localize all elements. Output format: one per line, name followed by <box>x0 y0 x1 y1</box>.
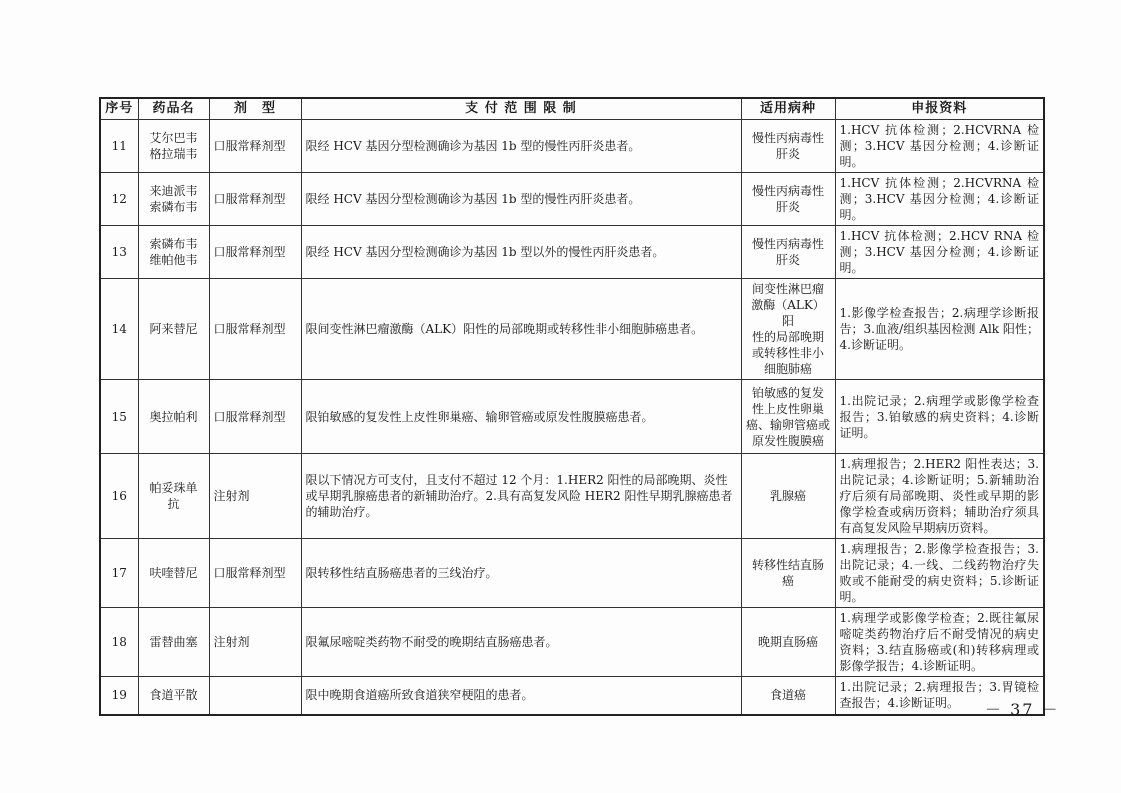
required-documents: 1.病理学或影像学检查；2.既往氟尿嘧啶类药物治疗后不耐受情况的病史资料；3.结直肠癌或(和)转移病理或影像学报告；4.诊断证明。 <box>835 608 1044 677</box>
dosage-form: 注射剂 <box>209 454 301 539</box>
applicable-disease: 慢性丙病毒性 肝炎 <box>741 173 835 226</box>
row-number: 17 <box>100 539 138 608</box>
dosage-form: 注射剂 <box>209 608 301 677</box>
dosage-form: 口服常释剂型 <box>209 380 301 454</box>
drug-payment-table-sheet <box>99 97 1043 716</box>
applicable-disease: 食道癌 <box>741 677 835 715</box>
required-documents: 1.HCV 抗体检测；2.HCVRNA 检测；3.HCV 基因分检测；4.诊断证明。 <box>835 120 1044 173</box>
table-header-row <box>100 98 1044 120</box>
drug-name: 来迪派韦 索磷布韦 <box>138 173 209 226</box>
table-row <box>100 380 1044 454</box>
table-row <box>100 173 1044 226</box>
payment-scope: 限中晚期食道癌所致食道狭窄梗阻的患者。 <box>301 677 741 715</box>
header-documents: 申报资料 <box>835 98 1044 120</box>
header-no: 序号 <box>100 98 138 120</box>
table-row <box>100 677 1044 715</box>
drug-name: 食道平散 <box>138 677 209 715</box>
payment-scope: 限间变性淋巴瘤激酶（ALK）阳性的局部晚期或转移性非小细胞肺癌患者。 <box>301 279 741 380</box>
table-row <box>100 539 1044 608</box>
required-documents: 1.影像学检查报告；2.病理学诊断报告；3.血液/组织基因检测 Alk 阳性；4.诊断证明。 <box>835 279 1044 380</box>
payment-scope: 限氟尿嘧啶类药物不耐受的晚期结直肠癌患者。 <box>301 608 741 677</box>
row-number: 11 <box>100 120 138 173</box>
row-number: 18 <box>100 608 138 677</box>
drug-name: 索磷布韦 维帕他韦 <box>138 226 209 279</box>
required-documents: 1.病理报告；2.HER2 阳性表达；3.出院记录；4.诊断证明；5.新辅助治疗后须有局部晚期、炎性或早期的影像学检查或病历资料；辅助治疗须具有高复发风险早期病历资料。 <box>835 454 1044 539</box>
required-documents: 1.出院记录；2.病理学或影像学检查报告；3.铂敏感的病史资料；4.诊断证明。 <box>835 380 1044 454</box>
drug-name: 艾尔巴韦 格拉瑞韦 <box>138 120 209 173</box>
row-number: 15 <box>100 380 138 454</box>
applicable-disease: 乳腺癌 <box>741 454 835 539</box>
payment-scope: 限经 HCV 基因分型检测确诊为基因 1b 型的慢性丙肝炎患者。 <box>301 120 741 173</box>
table-row <box>100 279 1044 380</box>
applicable-disease: 间变性淋巴瘤 激酶（ALK）阳 性的局部晚期 或转移性非小 细胞肺癌 <box>741 279 835 380</box>
dosage-form: 口服常释剂型 <box>209 539 301 608</box>
required-documents: 1.出院记录；2.病理报告；3.胃镜检查报告；4.诊断证明。 <box>835 677 1044 715</box>
drug-name: 雷替曲塞 <box>138 608 209 677</box>
row-number: 14 <box>100 279 138 380</box>
payment-scope: 限转移性结直肠癌患者的三线治疗。 <box>301 539 741 608</box>
payment-scope: 限铂敏感的复发性上皮性卵巢癌、输卵管癌或原发性腹膜癌患者。 <box>301 380 741 454</box>
payment-scope: 限以下情况方可支付，且支付不超过 12 个月：1.HER2 阳性的局部晚期、炎性或早期乳腺癌患者的新辅助治疗。2.具有高复发风险 HER2 阳性早期乳腺癌患者的辅助治疗。 <box>301 454 741 539</box>
header-payment-scope: 支 付 范 围 限 制 <box>301 98 741 120</box>
row-number: 16 <box>100 454 138 539</box>
page-number: － 37 － <box>985 700 1060 719</box>
dosage-form: 口服常释剂型 <box>209 226 301 279</box>
drug-name: 呋喹替尼 <box>138 539 209 608</box>
header-disease: 适用病种 <box>741 98 835 120</box>
applicable-disease: 铂敏感的复发 性上皮性卵巢 癌、输卵管癌或 原发性腹膜癌 <box>741 380 835 454</box>
required-documents: 1.HCV 抗体检测；2.HCVRNA 检测；3.HCV 基因分检测；4.诊断证明。 <box>835 173 1044 226</box>
applicable-disease: 慢性丙病毒性 肝炎 <box>741 226 835 279</box>
dosage-form: 口服常释剂型 <box>209 279 301 380</box>
header-dosage-form: 剂 型 <box>209 98 301 120</box>
row-number: 19 <box>100 677 138 715</box>
table-body <box>100 120 1044 715</box>
applicable-disease: 转移性结直肠 癌 <box>741 539 835 608</box>
dosage-form: 口服常释剂型 <box>209 120 301 173</box>
dosage-form: 口服常释剂型 <box>209 173 301 226</box>
table-row <box>100 120 1044 173</box>
table-row <box>100 226 1044 279</box>
drug-payment-table <box>99 97 1045 716</box>
drug-name: 阿来替尼 <box>138 279 209 380</box>
table-row <box>100 454 1044 539</box>
row-number: 13 <box>100 226 138 279</box>
payment-scope: 限经 HCV 基因分型检测确诊为基因 1b 型以外的慢性丙肝炎患者。 <box>301 226 741 279</box>
required-documents: 1.HCV 抗体检测；2.HCV RNA 检测；3.HCV 基因分检测；4.诊断证明。 <box>835 226 1044 279</box>
applicable-disease: 慢性丙病毒性 肝炎 <box>741 120 835 173</box>
dosage-form <box>209 677 301 715</box>
table-row <box>100 608 1044 677</box>
drug-name: 奥拉帕利 <box>138 380 209 454</box>
drug-name: 帕妥珠单 抗 <box>138 454 209 539</box>
applicable-disease: 晚期直肠癌 <box>741 608 835 677</box>
required-documents: 1.病理报告；2.影像学检查报告；3.出院记录；4.一线、二线药物治疗失败或不能耐受的病史资料；5.诊断证明。 <box>835 539 1044 608</box>
row-number: 12 <box>100 173 138 226</box>
header-drug-name: 药品名 <box>138 98 209 120</box>
payment-scope: 限经 HCV 基因分型检测确诊为基因 1b 型的慢性丙肝炎患者。 <box>301 173 741 226</box>
